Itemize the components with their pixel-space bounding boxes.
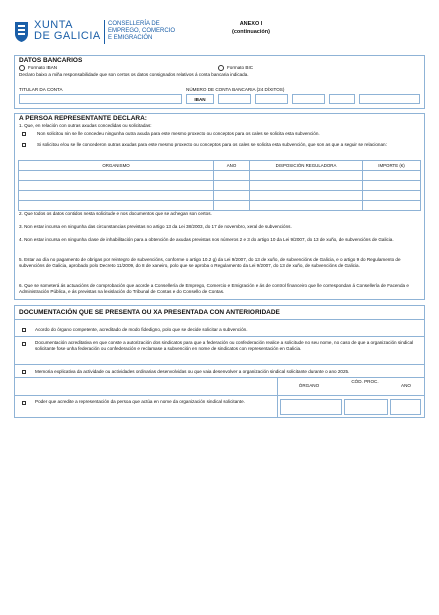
divider: [14, 319, 425, 320]
col-organismo: ORGANISMO: [19, 161, 214, 171]
bank-declaration: Declaro baixo a miña responsabilidade que son certos os datos consignados relativos á conta bancaria indicada.: [19, 72, 249, 77]
representative-title: A PERSOA REPRESENTANTE DECLARA:: [19, 115, 147, 122]
documentation-title: DOCUMENTACIÓN QUE SE PRESENTA OU XA PRESENTADA CON ANTERIORIDADE: [19, 309, 280, 316]
account-block-2[interactable]: [255, 94, 288, 104]
iban-field[interactable]: IBAN: [186, 94, 214, 104]
col-disposicion: DISPOSICIÓN REGULADORA: [250, 161, 363, 171]
logo-divider: [104, 20, 105, 44]
divider: [14, 377, 425, 378]
col-ano: ANO: [214, 161, 250, 171]
other-aid-table: [18, 160, 421, 211]
divider: [14, 395, 425, 396]
account-block-4[interactable]: [329, 94, 355, 104]
account-holder-field[interactable]: [19, 94, 182, 104]
declaration-item-5: 5. Estar ao día no pagamento de obrigas por reintegro de subvencións, conforme o artigo 10.2 g) da Lei 9/2007, do 13 de xuño, de subvencións de Galicia, e o artigo 9 do Regulamento de subvencións de Galicia, aprobado polo Decreto 11/2009, do 8 de xaneiro, polo que se aproba o Regulamento da Lei 9/2007, do 13 de xuño, de subvencións de Galicia.: [19, 257, 401, 268]
doc3-text: Memoria explicativa da actividade ou actividades ordinarias desenvolvidas ou que vaia desenvolver a organización sindical solicitante durante o ano 2025.: [35, 369, 350, 374]
declaration-item-2: 2. Que todos os datos contidos nesta solicitude e nos documentos que se achegan son certos.: [19, 211, 212, 216]
col-importe: IMPORTE (€): [363, 161, 421, 171]
account-block-5[interactable]: [359, 94, 420, 104]
doc2-checkbox[interactable]: [22, 342, 26, 346]
doc2-text: Documentación acreditativa en que conste a autorización dos sindicatos para que a federación ou confederación realice a solicitude no seu nome, no caso de que a organización sindical solicitante fose unha federación ou confederación e reclamase a subvención en nome de sindicatos con representación en Galicia.: [35, 340, 414, 351]
doc4-checkbox[interactable]: [22, 401, 26, 405]
bank-section-title: DATOS BANCARIOS: [19, 57, 83, 64]
doc4-text: Poder que acredite a representación da persoa que actúa en nome da organización sindical solicitante.: [35, 399, 245, 404]
col-cod-proc: CÓD. PROC.: [351, 379, 379, 384]
table-row: [19, 171, 421, 181]
bic-radio[interactable]: [218, 65, 224, 71]
account-block-1[interactable]: [218, 94, 251, 104]
declaration-item-3: 3. Non estar incursa en ningunha das circunstancias previstas no artigo 13 da Lei 38/2003, do 17 de novembro, xeral de subvencións.: [19, 224, 292, 229]
declaration-item-6: 6. Que se someterá ás actuacións de comprobación que acorde a Consellería de Emprego, Comercio e Emigración e ás de control financeiro que lle correspondan á Consellería de Facenda e Administración Pública, e ás previstas na lexislación do Tribunal de Contas e do Consello de Contas.: [19, 283, 409, 294]
account-number-label: NÚMERO DE CONTA BANCARIA (24 DÍXITOS): [186, 87, 285, 92]
no-other-aid-text: Non solicitou nin se lle concedeu ningunha outra axuda para este mesmo proxecto ou conceptos para os cales se solicita esta subvención.: [37, 131, 320, 136]
organo-field[interactable]: [280, 399, 342, 415]
declaration-item-1: 1. Que, en relación con outras axudas concedidas ou solicitadas:: [19, 123, 152, 128]
department-name: CONSELLERÍA DE EMPREGO, COMERCIO E EMIGRACIÓN: [108, 21, 176, 41]
doc1-text: Acordo do órgano competente, acreditado de modo fidedigno, polo que se decide solicitar a subvención.: [35, 327, 248, 332]
table-row: [19, 201, 421, 211]
doc1-checkbox[interactable]: [22, 328, 26, 332]
table-row: [19, 181, 421, 191]
account-holder-label: TITULAR DA CONTA: [19, 87, 63, 92]
bic-format-option[interactable]: Formato BIC: [218, 65, 253, 71]
galicia-shield-icon: [14, 21, 29, 43]
divider: [14, 336, 425, 337]
col-ano-doc: ANO: [401, 383, 411, 388]
ano-field[interactable]: [390, 399, 421, 415]
xunta-logo-text: XUNTA DE GALICIA: [34, 19, 101, 42]
annex-heading: ANEXO I (continuación): [232, 21, 270, 35]
col-organo: ÓRGANO: [298, 383, 320, 388]
divider: [14, 364, 425, 365]
divider: [277, 378, 278, 418]
other-aid-checkbox[interactable]: [22, 143, 26, 147]
other-aid-text: Si solicitou e/ou se lle concederon outras axudas para este mesmo proxecto ou conceptos para os cales se solicita esta subvención, que son as que a seguir se relacionan:: [37, 142, 387, 147]
declaration-item-4: 4. Non estar incursa en ningunha clase de inhabilitación para a obtención de axudas previstas nos números 2 e 3 do artigo 10 da Lei 9/2007, do 13 de xuño, de subvencións de Galicia.: [19, 237, 394, 242]
iban-format-option[interactable]: Formato IBAN: [19, 65, 57, 71]
doc3-checkbox[interactable]: [22, 370, 26, 374]
no-other-aid-checkbox[interactable]: [22, 132, 26, 136]
cod-proc-field[interactable]: [344, 399, 388, 415]
iban-radio[interactable]: [19, 65, 25, 71]
account-block-3[interactable]: [292, 94, 325, 104]
table-row: [19, 191, 421, 201]
